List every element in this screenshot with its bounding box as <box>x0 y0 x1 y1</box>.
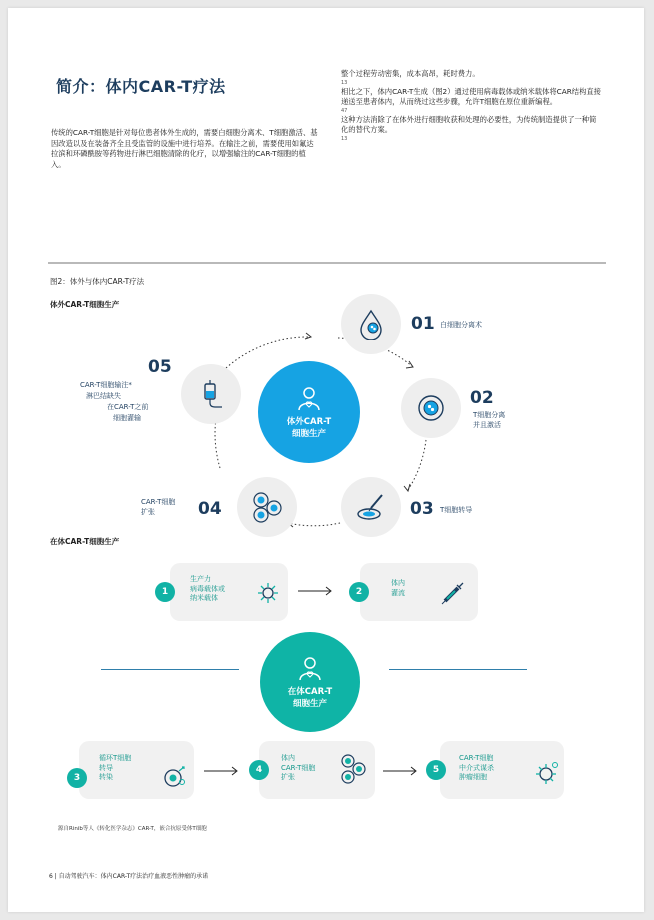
arrow-1-to-2 <box>298 586 334 596</box>
left-divider-line <box>101 669 239 670</box>
arrow-4-to-5 <box>383 766 419 776</box>
pipette-dish-icon <box>355 491 387 523</box>
blood-drop-cell-icon <box>355 308 387 340</box>
step-04-label-2: 扩张 <box>141 508 155 516</box>
step-01-label: 白细胞分离术 <box>440 321 482 329</box>
cell-expansion-icon <box>338 752 368 786</box>
step-03-icon-circle <box>341 477 401 537</box>
exvivo-hub-label-1: 体外CAR-T <box>286 416 332 427</box>
exvivo-hub-label-2: 细胞生产 <box>291 428 326 439</box>
right-divider-line <box>389 669 527 670</box>
invivo-step-2-number: 2 <box>349 582 369 602</box>
exvivo-section-label: 体外CAR-T细胞生产 <box>50 300 120 309</box>
invivo-section-label: 在体CAR-T细胞生产 <box>50 537 120 546</box>
invivo-hub <box>260 632 360 732</box>
page-title: 简介：体内CAR-T疗法 <box>56 77 226 96</box>
virus-icon <box>256 581 280 605</box>
right-line-1: 整个过程劳动密集，成本高昂，耗时费力。 <box>341 69 480 78</box>
invivo-step-5-line-2: 中介式谋杀 <box>459 763 494 772</box>
step-05-label-3: 在CAR-T之前 <box>107 403 149 411</box>
invivo-step-5-text <box>459 754 494 783</box>
person-icon <box>296 385 322 411</box>
step-02-number: 02 <box>470 388 494 408</box>
step-02-label-2: 并且激活 <box>473 421 501 429</box>
step-04-label-1: CAR-T细胞 <box>141 498 176 506</box>
page <box>8 8 644 912</box>
invivo-step-4-number: 4 <box>249 760 269 780</box>
step-01-icon-circle <box>341 294 401 354</box>
step-05-label-4: 细胞灌输 <box>113 414 141 422</box>
right-paragraph-2: 相比之下，体内CAR-T生成（图2）通过使用病毒载体或纳米载体将CAR结构直接递送至患者体内，从而绕过这些步骤，允许T细胞在原位重新编程。 <box>341 86 601 106</box>
intro-paragraph: 传统的CAR-T细胞是针对每位患者体外生成的，需要白细胞分离术、T细胞激活、基因改造以及在装备齐全且受监管的设施中进行培养。在输注之前，需要使用如氟达拉滨和环磷酰胺等药物进行淋巴细胞清除的化疗，以增强输注的CAR-T细胞的植入。 <box>51 128 318 169</box>
step-05-icon-circle <box>181 364 241 424</box>
person-icon <box>297 655 323 681</box>
invivo-step-3-number: 3 <box>67 768 87 788</box>
invivo-step-2-text <box>391 579 405 598</box>
step-05-label-1: CAR-T细胞输注* <box>80 381 132 389</box>
invivo-step-4-line-3: 扩张 <box>281 773 295 781</box>
invivo-step-5-line-3: 肿瘤细胞 <box>459 773 487 781</box>
step-02-label-1: T细胞分离 <box>473 411 506 419</box>
step-05-label-2: 淋巴结缺失 <box>86 392 121 400</box>
invivo-step-1-number: 1 <box>155 582 175 602</box>
arrow-3-to-4 <box>204 766 240 776</box>
invivo-step-1-text <box>190 575 225 604</box>
step-03-number: 03 <box>410 499 434 519</box>
invivo-step-2-line-1: 体内 <box>391 579 405 587</box>
step-04-icon-circle <box>237 477 297 537</box>
step-02-icon-circle <box>401 378 461 438</box>
right-paragraph-3: 这种方法消除了在体外进行细胞收获和处理的必要性，为传统制造提供了一种简化的替代方案。 <box>341 114 597 134</box>
invivo-step-3-line-3: 转染 <box>99 773 113 781</box>
step-01-number: 01 <box>411 314 435 334</box>
invivo-step-3-line-2: 转导 <box>99 763 113 772</box>
transduction-icon <box>162 764 188 790</box>
cell-activation-icon <box>415 392 447 424</box>
invivo-step-1-line-2: 病毒载体或 <box>190 584 225 593</box>
exvivo-hub <box>258 361 360 463</box>
figure-label: 图2：体外与体内CAR-T疗法 <box>50 277 145 286</box>
cell-expansion-icon <box>249 489 285 525</box>
invivo-step-4-line-1: 体内 <box>281 754 295 762</box>
invivo-step-1-line-1: 生产力 <box>190 575 211 583</box>
page-footer: 6 | 自动驾驶汽车：体内CAR-T疗法治疗血液恶性肿瘤的承诺 <box>49 873 209 880</box>
citation-3: 13 <box>341 135 348 142</box>
invivo-step-3-line-1: 循环T细胞 <box>99 754 132 762</box>
syringe-icon <box>440 580 466 606</box>
invivo-step-4-line-2: CAR-T细胞 <box>281 763 316 772</box>
invivo-step-5-line-1: CAR-T细胞 <box>459 754 494 762</box>
step-03-label: T细胞转导 <box>440 506 473 514</box>
invivo-hub-label-2: 细胞生产 <box>292 698 327 709</box>
invivo-step-2-line-2: 灌流 <box>391 588 405 597</box>
tumor-cell-icon <box>534 760 560 786</box>
step-05-number: 05 <box>148 357 172 377</box>
invivo-step-4-text <box>281 754 315 783</box>
invivo-step-5-number: 5 <box>426 760 446 780</box>
invivo-step-1-line-3: 纳米载体 <box>190 594 218 602</box>
invivo-hub-label-1: 在体CAR-T <box>287 686 333 697</box>
citation-2: 47 <box>341 107 348 114</box>
figure-footnote: 源自Rinib等人《转化医学杂志》CAR-T，嵌合抗原受体T细胞 <box>58 826 207 832</box>
citation-1: 13 <box>341 79 348 86</box>
step-04-number: 04 <box>198 499 222 519</box>
invivo-step-3-text <box>99 754 131 783</box>
iv-drip-icon <box>195 378 227 410</box>
